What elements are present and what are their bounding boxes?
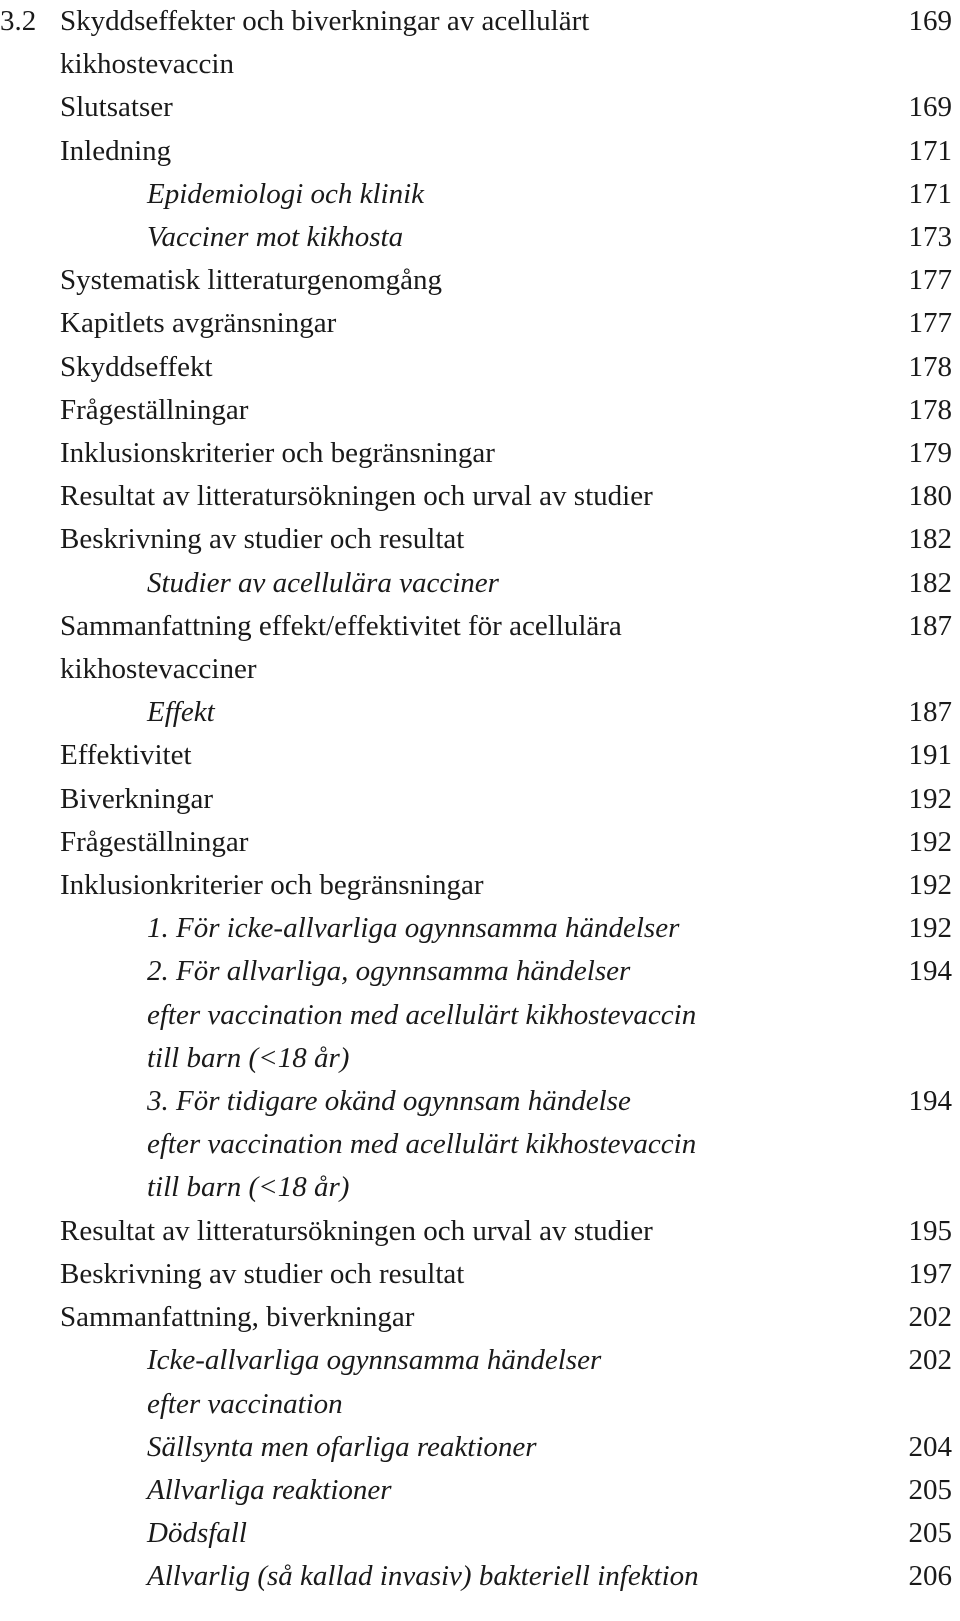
toc-entry [0,1426,960,1469]
page-number: 179 [908,437,952,470]
page-number: 192 [908,912,952,945]
entry-title: Dödsfall [147,1517,247,1550]
toc-entry [0,691,960,734]
toc-entry [0,605,960,691]
entry-title: Beskrivning av studier och resultat [60,1257,465,1290]
page-number: 187 [908,609,952,642]
page-number: 169 [908,91,952,124]
toc-entry [0,1555,960,1598]
entry-title: 2. För allvarliga, ogynnsamma händelser efter vaccination med acellulärt kikhostevaccin till barn (<18 år) [147,955,697,1074]
entry-title: Allvarliga reaktioner [147,1473,392,1506]
entry-title: Sällsynta men ofarliga reaktioner [147,1430,537,1463]
toc-entry [0,1253,960,1296]
page-number: 180 [908,480,952,513]
page-number: 195 [908,1214,952,1247]
page-number: 194 [908,1085,952,1118]
toc-entry [0,86,960,129]
entry-title: Frågeställningar [60,393,249,426]
page-number: 202 [908,1301,952,1334]
toc-entry [0,1210,960,1253]
toc-entry [0,302,960,345]
page-number: 177 [908,307,952,340]
page-number: 187 [908,696,952,729]
entry-title: Beskrivning av studier och resultat [60,523,465,556]
page-number: 169 [908,5,952,37]
entry-title: Inledning [60,134,172,167]
toc-entry [0,1339,960,1425]
toc-entry [0,1296,960,1339]
toc-entry [0,1080,960,1210]
page-number: 171 [908,177,952,210]
page-number: 173 [908,221,952,254]
page-number: 194 [908,955,952,988]
page-number: 205 [908,1517,952,1550]
entry-title: Vacciner mot kikhosta [147,221,404,254]
entry-title: 3. För tidigare okänd ogynnsam händelse efter vaccination med acellulärt kikhostevaccin till barn (<18 år) [147,1085,697,1204]
toc-entry [0,562,960,605]
toc-entry [0,346,960,389]
entry-title: Effektivitet [60,739,192,772]
page-number: 182 [908,566,952,599]
entry-title: Effekt [147,696,215,729]
entry-title: Icke-allvarliga ogynnsamma händelser efter vaccination [147,1344,602,1420]
page-number: 177 [908,264,952,297]
entry-title: Studier av acellulära vacciner [147,566,499,599]
toc-entry [0,1469,960,1512]
toc-entry [0,518,960,561]
entry-title: Skyddseffekter och biverkningar av acellulärt kikhostevaccin [60,5,590,81]
toc-entry [0,907,960,950]
entry-title: Frågeställningar [60,825,249,858]
toc-entry [0,778,960,821]
entry-title: Epidemiologi och klinik [147,177,425,210]
page-number: 182 [908,523,952,556]
toc-entry [0,950,960,1080]
entry-title: Sammanfattning effekt/effektivitet för acellulära kikhostevacciner [60,609,622,686]
toc-entry [0,173,960,216]
page-number: 171 [908,134,952,167]
entry-title: Resultat av litteratursökningen och urval av studier [60,480,653,513]
entry-title: Biverkningar [60,782,214,815]
page-number: 191 [908,739,952,772]
entry-title: Resultat av litteratursökningen och urval av studier [60,1214,653,1247]
page-number: 205 [908,1473,952,1506]
entry-title: Skyddseffekt [60,350,213,383]
entry-title: Slutsatser [60,91,173,124]
section-number: 3.2 [0,5,37,37]
toc-entry [0,0,960,86]
toc-entry [0,130,960,173]
toc-entry [0,216,960,259]
entry-title: Systematisk litteraturgenomgång [60,264,443,297]
page-number: 204 [908,1430,952,1463]
entry-title: 1. För icke-allvarliga ogynnsamma händelser [147,912,680,945]
entry-title: Inklusionkriterier och begränsningar [60,869,484,902]
toc-entry [0,864,960,907]
page-number: 192 [908,782,952,815]
entry-title: Inklusionskriterier och begränsningar [60,437,495,470]
toc-entry [0,1512,960,1555]
toc-entry [0,389,960,432]
entry-title: Allvarlig (så kallad invasiv) bakteriell infektion [147,1560,699,1593]
toc-entry [0,432,960,475]
toc-entry [0,821,960,864]
page-number: 178 [908,393,952,426]
page-number: 192 [908,825,952,858]
toc-entry [0,734,960,777]
page-number: 197 [908,1257,952,1290]
page-number: 178 [908,350,952,383]
page-number: 202 [908,1344,952,1377]
page-number: 206 [908,1560,952,1593]
toc-entry [0,259,960,302]
entry-title: Kapitlets avgränsningar [60,307,337,340]
page-number: 192 [908,869,952,902]
entry-title: Sammanfattning, biverkningar [60,1301,415,1334]
toc-entry [0,475,960,518]
